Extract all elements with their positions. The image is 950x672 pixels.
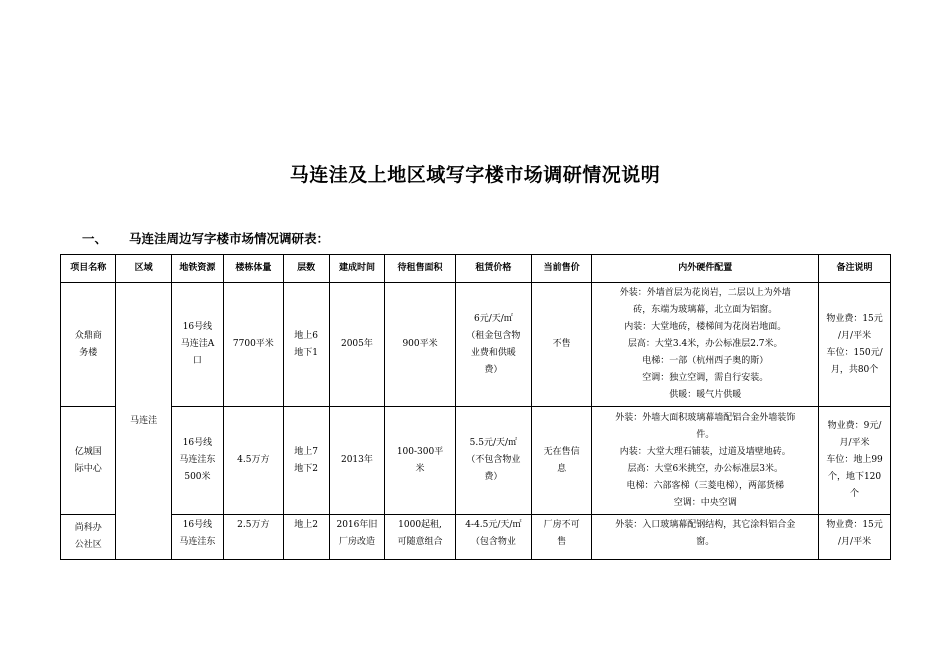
config-cell: 外装：外墙大面积玻璃幕墙配铝合金外墙装饰 件。 内装：大堂大理石铺装，过道及墙壁地砖。 层高：大堂6米挑空，办公标准层3米。 电梯：六部客梯（三菱电梯），两部货梯 空调：中央空调 xyxy=(592,407,819,515)
notes-cell: 物业费：9元/ 月/平米 车位：地上99 个，地下120 个 xyxy=(819,407,891,515)
volume-cell: 7700平米 xyxy=(224,283,284,407)
config-cell: 外装：外墙首层为花岗岩，二层以上为外墙 砖，东端为玻璃幕，北立面为铝窗。 内装：大堂地砖，楼梯间为花岗岩地面。 层高：大堂3.4米，办公标准层2.7米。 电梯：一部（杭州西子奥的斯） 空调：独立空调，需自行安装。 供暖：暖气片供暖 xyxy=(592,283,819,407)
rent-price-cell: 5.5元/天/㎡ （不包含物业 费） xyxy=(455,407,531,515)
header-cell: 内外硬件配置 xyxy=(592,255,819,283)
header-cell: 层数 xyxy=(283,255,329,283)
header-cell: 当前售价 xyxy=(531,255,592,283)
section-number: 一、 xyxy=(82,231,108,246)
project-name-cell: 尚科办 公社区 xyxy=(61,515,116,560)
table-header-row xyxy=(61,255,891,283)
notes-cell: 物业费：15元 /月/平米 车位：150元/ 月，共80个 xyxy=(819,283,891,407)
sale-price-cell: 厂房不可 售 xyxy=(531,515,592,560)
rent-price-cell: 4-4.5元/天/㎡ （包含物业 xyxy=(455,515,531,560)
available-area-cell: 900平米 xyxy=(385,283,456,407)
header-cell: 楼栋体量 xyxy=(224,255,284,283)
available-area-cell: 1000起租, 可随意组合 xyxy=(385,515,456,560)
notes-cell: 物业费：15元 /月/平米 xyxy=(819,515,891,560)
header-cell: 租赁价格 xyxy=(455,255,531,283)
config-cell: 外装：入口玻璃幕配钢结构，其它涂料铝合金 窗。 xyxy=(592,515,819,560)
rent-price-cell: 6元/天/㎡ （租金包含物 业费和供暖 费） xyxy=(455,283,531,407)
header-cell: 待租售面积 xyxy=(385,255,456,283)
document-title: 马连洼及上地区域写字楼市场调研情况说明 xyxy=(289,164,661,186)
volume-cell: 2.5万方 xyxy=(224,515,284,560)
header-cell: 备注说明 xyxy=(819,255,891,283)
floors-cell: 地上2 xyxy=(283,515,329,560)
header-cell: 区域 xyxy=(116,255,171,283)
built-cell: 2005年 xyxy=(329,283,384,407)
header-cell: 项目名称 xyxy=(61,255,116,283)
header-cell: 地铁资源 xyxy=(171,255,223,283)
metro-cell: 16号线 马连洼东 xyxy=(171,515,223,560)
built-cell: 2013年 xyxy=(329,407,384,515)
table-row xyxy=(61,515,891,560)
section-title: 马连洼周边写字楼市场情况调研表： xyxy=(129,231,330,246)
floors-cell: 地上7 地下2 xyxy=(283,407,329,515)
section-heading xyxy=(82,229,329,247)
sale-price-cell: 无在售信 息 xyxy=(531,407,592,515)
area-cell: 马连洼 xyxy=(116,283,171,560)
metro-cell: 16号线 马连洼A 口 xyxy=(171,283,223,407)
table-row xyxy=(61,283,891,407)
floors-cell: 地上6 地下1 xyxy=(283,283,329,407)
built-cell: 2016年旧 厂房改造 xyxy=(329,515,384,560)
project-name-cell: 亿城国 际中心 xyxy=(61,407,116,515)
volume-cell: 4.5万方 xyxy=(224,407,284,515)
metro-cell: 16号线 马连洼东 500米 xyxy=(171,407,223,515)
sale-price-cell: 不售 xyxy=(531,283,592,407)
project-name-cell: 众鼎商 务楼 xyxy=(61,283,116,407)
available-area-cell: 100-300平 米 xyxy=(385,407,456,515)
office-market-table xyxy=(60,254,891,560)
header-cell: 建成时间 xyxy=(329,255,384,283)
table-row xyxy=(61,407,891,515)
